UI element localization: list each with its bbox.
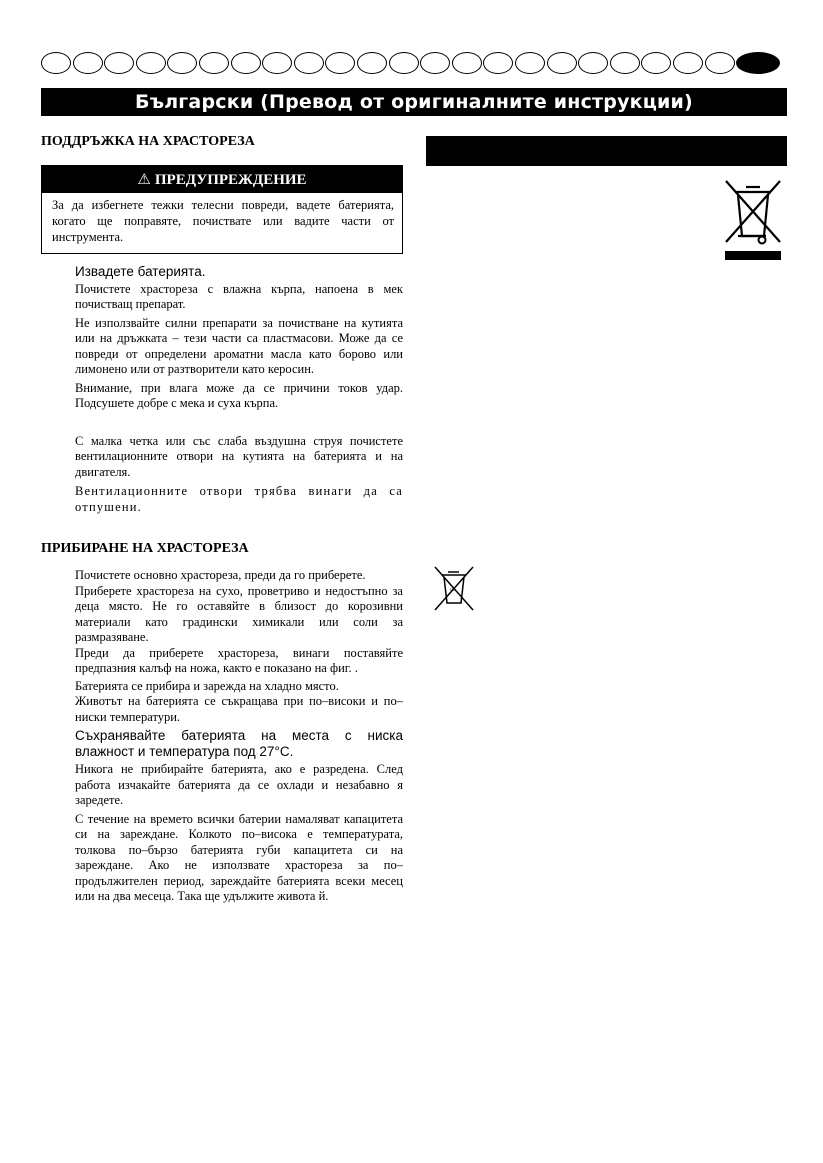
storage-paragraph: Батерията се прибира и зарежда на хладно място. (75, 678, 339, 693)
crossed-out-battery-bin-icon (433, 565, 475, 613)
crossed-out-wheelie-bin-icon (722, 178, 784, 262)
language-oval (641, 52, 671, 74)
language-oval (294, 52, 324, 74)
language-oval (547, 52, 577, 74)
language-oval (262, 52, 292, 74)
active-language-oval (736, 52, 780, 74)
language-tabs-row (41, 52, 787, 76)
language-oval (73, 52, 103, 74)
maintenance-paragraph: Почистете храстореза с влажна кърпа, напоена в мек почистващ препарат. (75, 281, 403, 311)
svg-text:▭: ▭ (450, 586, 456, 593)
language-oval (104, 52, 134, 74)
language-oval (325, 52, 355, 74)
language-title: Български (Превод от оригиналните инструкции) (135, 91, 693, 113)
warning-triangle-icon: ⚠ (137, 170, 151, 188)
language-oval (673, 52, 703, 74)
warning-header (42, 166, 402, 193)
language-oval (41, 52, 71, 74)
warning-text: За да избегнете тежки телесни повреди, вадете батерията, когато ще поправяте, почиствате или вадите части от инструмента. (52, 198, 394, 244)
language-title-bar (41, 88, 787, 116)
storage-heading: ПРИБИРАНЕ НА ХРАСТОРЕЗА (41, 541, 249, 556)
maintenance-paragraph: Внимание, при влага може да се причини токов удар. Подсушете добре с мека и суха кърпа. (75, 380, 403, 410)
right-section-bar (426, 136, 787, 166)
language-oval (610, 52, 640, 74)
language-oval (199, 52, 229, 74)
maintenance-paragraph: Не използвайте силни препарати за почистване на кутията или на дръжката – тези части са пластмасови. Може да се повреди от определени ароматни масла като борово или лимонено или от разтворители като керосин. (75, 315, 403, 376)
language-oval (705, 52, 735, 74)
language-oval (483, 52, 513, 74)
language-oval (578, 52, 608, 74)
language-oval (420, 52, 450, 74)
storage-paragraph: Почистете основно храстореза, преди да го приберете. (75, 568, 366, 582)
storage-paragraph: Никога не прибирайте батерията, ако е разредена. След работа изчакайте батерията да се охлади и незабавно я заредете. (75, 762, 403, 807)
language-oval (389, 52, 419, 74)
storage-paragraph: Животът на батерията се съкращава при по–високи и по–ниски температури. (75, 694, 403, 724)
language-oval (515, 52, 545, 74)
maintenance-heading: ПОДДРЪЖКА НА ХРАСТОРЕЗА (41, 134, 255, 149)
language-oval (231, 52, 261, 74)
storage-paragraph: Приберете храстореза на сухо, проветриво и недостъпно за деца място. Не го оставяйте в близост до корозивни материали като градински химикали или соли за размразяване. (75, 583, 403, 644)
maintenance-paragraph: С малка четка или със слаба въздушна струя почистете вентилационните отвори на кутията на батерията и на двигателя. (75, 433, 403, 479)
storage-paragraph: С течение на времето всички батерии намаляват капацитета си на зареждане. Колкото по–висока е температурата, толкова по–бързо батерията губи капацитета си на зареждане. Ако не използвате храстореза за по–продължителен период, зареждайте батерията всеки месец или на два месеца. Така ще удължите живота й. (75, 811, 403, 903)
maintenance-paragraph: Извадете батерията. (75, 264, 206, 279)
language-oval (357, 52, 387, 74)
warning-title: ПРЕДУПРЕЖДЕНИЕ (154, 172, 307, 188)
maintenance-text-block (75, 264, 403, 515)
storage-paragraph: Преди да приберете храстореза, винаги поставяйте предпазния калъф на ножа, както е показано на фиг. . (75, 645, 403, 675)
storage-text-block (75, 568, 403, 905)
language-oval (167, 52, 197, 74)
storage-paragraph: Съхранявайте батерията на места с ниска влажност и температура под 27°C. (75, 728, 403, 759)
language-oval (452, 52, 482, 74)
language-oval (136, 52, 166, 74)
warning-box (41, 165, 403, 254)
maintenance-paragraph: Вентилационните отвори трябва винаги да са отпушени. (75, 484, 403, 514)
